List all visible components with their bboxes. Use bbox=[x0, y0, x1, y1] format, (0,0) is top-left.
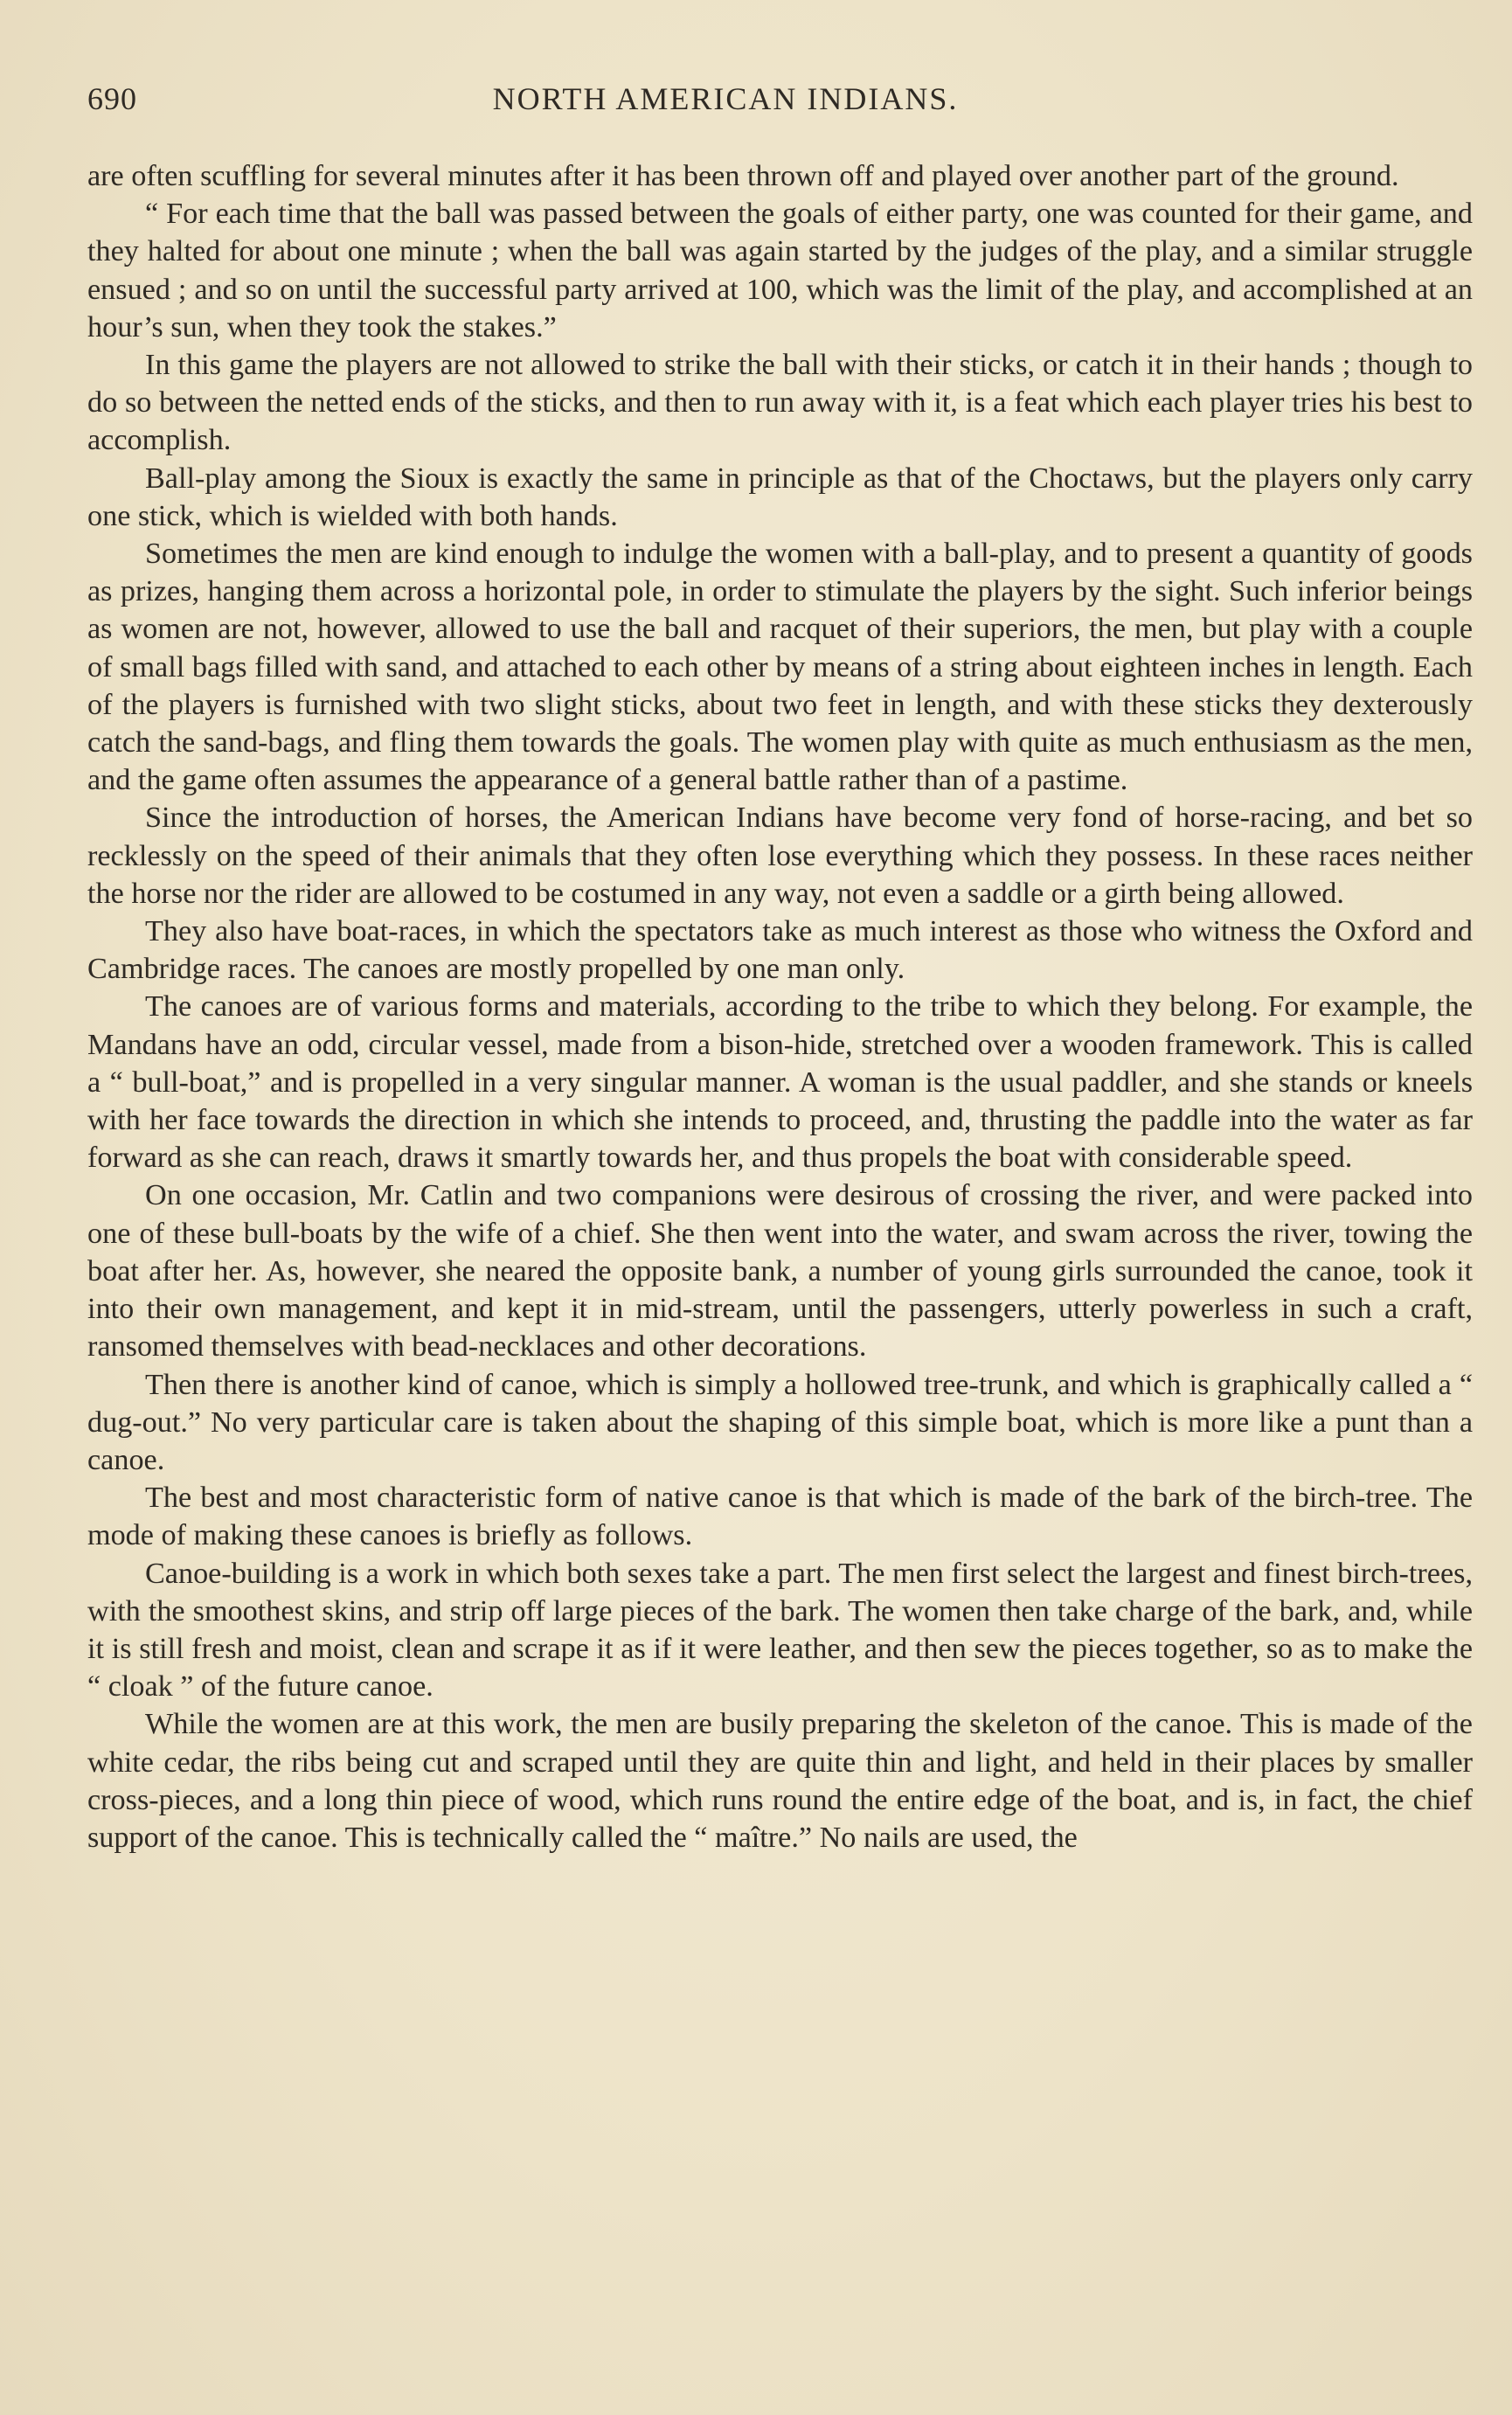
paragraph-3: In this game the players are not allowed to strike the ball with their sticks, or catch it in their hands ; though to do so between the netted ends of the sticks, and then to run away with it, is a feat which each player tries his best to accomplish. bbox=[87, 349, 1473, 457]
running-title: NORTH AMERICAN INDIANS. bbox=[492, 81, 959, 116]
paragraph-11: The best and most characteristic form of native canoe is that which is made of the bark of the birch-tree. The mode of making these canoes is briefly as follows. bbox=[87, 1482, 1473, 1552]
paragraph-13: While the women are at this work, the men are busily preparing the skeleton of the canoe. This is made of the white cedar, the ribs being cut and scraped until they are quite thin and light, and held in their places by smaller cross-pieces, and a long thin piece of wood, which runs round the entire edge of the boat, and is, in fact, the chief support of the canoe. This is technically called the “ maître.” No nails are used, the bbox=[87, 1708, 1473, 1854]
page-number: 690 bbox=[87, 81, 137, 116]
paragraph-12: Canoe-building is a work in which both sexes take a part. The men first select the largest and finest birch-trees, with the smoothest skins, and strip off large pieces of the bark. The women then take charge of the bark, and, while it is still fresh and moist, clean and scrape it as if it were leather, and then sew the pieces together, so as to make the “ cloak ” of the future canoe. bbox=[87, 1557, 1473, 1704]
paragraph-8: The canoes are of various forms and materials, according to the tribe to which they belong. For example, the Mandans have an odd, circular vessel, made from a bison-hide, stretched over a wooden framework. This is called a “ bull-boat,” and is propelled in a very singular manner. A woman is the usual paddler, and she stands or kneels with her face towards the direction in which she intends to proceed, and, thrusting the paddle into the water as far forward as she can reach, draws it smartly towards her, and thus propels the boat with considerable speed. bbox=[87, 990, 1473, 1175]
paragraph-9: On one occasion, Mr. Catlin and two companions were desirous of crossing the river, and were packed into one of these bull-boats by the wife of a chief. She then went into the water, and swam across the river, towing the boat after her. As, however, she neared the opposite bank, a number of young girls surrounded the canoe, took it into their own management, and kept it in mid-stream, until the passengers, utterly powerless in such a craft, ransomed themselves with bead-necklaces and other decorations. bbox=[87, 1179, 1473, 1364]
body-text bbox=[87, 157, 1473, 1856]
paragraph-10: Then there is another kind of canoe, which is simply a hollowed tree-trunk, and which is graphically called a “ dug-out.” No very particular care is taken about the shaping of this simple boat, which is more like a punt than a canoe. bbox=[87, 1368, 1473, 1476]
paragraph-4: Ball-play among the Sioux is exactly the same in principle as that of the Choctaws, but the players only carry one stick, which is wielded with both hands. bbox=[87, 461, 1473, 532]
paragraph-5: Sometimes the men are kind enough to indulge the women with a ball-play, and to present a quantity of goods as prizes, hanging them across a horizontal pole, in order to stimulate the players by the sight. Such inferior beings as women are not, however, allowed to use the ball and racquet of their superiors, the men, but play with a couple of small bags filled with sand, and attached to each other by means of a string about eighteen inches in length. Each of the players is furnished with two slight sticks, about two feet in length, and with these sticks they dexterously catch the sand-bags, and fling them towards the goals. The women play with quite as much enthusiasm as the men, and the game often assumes the appearance of a general battle rather than of a pastime. bbox=[87, 538, 1473, 797]
page-header bbox=[87, 80, 1477, 129]
paragraph-2: “ For each time that the ball was passed between the goals of either party, one was counted for their game, and they halted for about one minute ; when the ball was again started by the judges of the play, and a similar struggle ensued ; and so on until the successful party arrived at 100, which was the limit of the play, and accomplished at an hour’s sun, when they took the stakes.” bbox=[87, 198, 1473, 344]
paragraph-1: are often scuffling for several minutes after it has been thrown off and played over another part of the ground. bbox=[87, 160, 1399, 192]
paragraph-6: Since the introduction of horses, the American Indians have become very fond of horse-racing, and bet so recklessly on the speed of their animals that they often lose everything which they possess. In these races neither the horse nor the rider are allowed to be costumed in any way, not even a saddle or a girth being allowed. bbox=[87, 802, 1473, 910]
paragraph-7: They also have boat-races, in which the spectators take as much interest as those who witness the Oxford and Cambridge races. The canoes are mostly propelled by one man only. bbox=[87, 915, 1473, 986]
